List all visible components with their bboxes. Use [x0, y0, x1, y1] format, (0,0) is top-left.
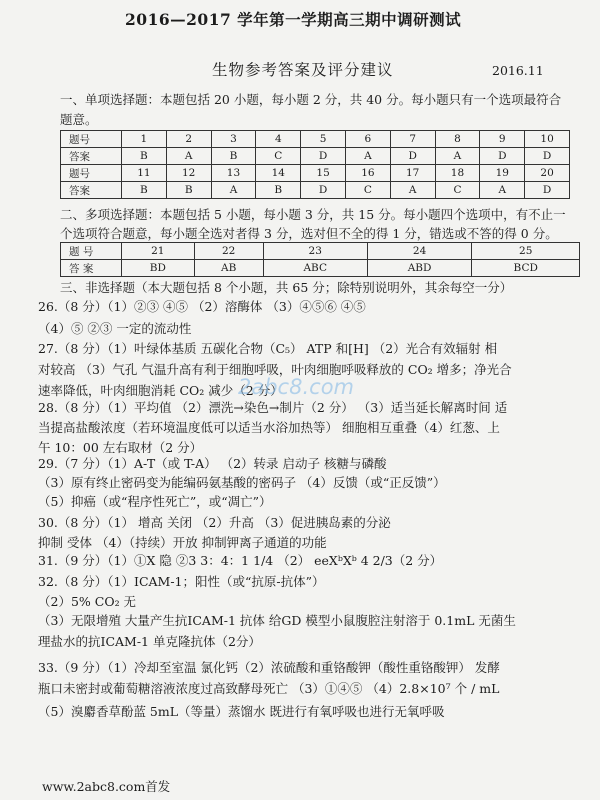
answer-cell: 20: [525, 165, 570, 182]
answer-cell: 18: [435, 165, 480, 182]
answer-cell: B: [122, 148, 167, 165]
answer-cell: 10: [525, 131, 570, 148]
answer-cell: 16: [345, 165, 390, 182]
row-header-cell: 题号: [61, 131, 122, 148]
answer-line: （5）抑癌（或“程序性死亡”，或“凋亡”）: [38, 494, 272, 509]
section1-instruction-line1: 一、单项选择题：本题包括 20 小题，每小题 2 分，共 40 分。每小题只有一个选项最符合: [60, 92, 562, 107]
answer-cell: 23: [263, 243, 367, 260]
page-date: 2016.11: [492, 63, 544, 78]
section2-instruction-line2: 个选项符合题意，每小题全选对者得 3 分，选对但不全的得 1 分，错选或不答的得 0 分。: [60, 226, 558, 241]
answer-line: 30.（8 分）（1） 增高 关闭 （2）升高 （3）促进胰岛素的分泌: [38, 515, 391, 530]
answer-cell: 8: [435, 131, 480, 148]
answer-cell: 5: [301, 131, 346, 148]
answer-cell: D: [480, 148, 525, 165]
answer-cell: D: [301, 148, 346, 165]
answer-cell: 13: [211, 165, 256, 182]
answer-cell: 12: [166, 165, 211, 182]
answer-line: 抑制 受体 （4）（持续）开放 抑制钾离子通道的功能: [38, 535, 327, 550]
answer-line: 三、非选择题（本大题包括 8 个小题，共 65 分；除特别说明外，其余每空一分）: [60, 280, 513, 295]
answer-line: （5）溴麝香草酚蓝 5mL（等量）蒸馏水 既进行有氧呼吸也进行无氧呼吸: [38, 704, 445, 719]
answer-cell: AB: [194, 260, 263, 277]
answer-cell: 6: [345, 131, 390, 148]
answer-cell: A: [166, 148, 211, 165]
answer-line: 29.（7 分）（1）A-T（或 T-A） （2）转录 启动子 核糖与磷酸: [38, 456, 387, 471]
answer-cell: A: [435, 148, 480, 165]
watermark-logo: 2abc8.com: [238, 375, 354, 399]
answer-line: 28.（8 分）（1）平均值 （2）漂洗→染色→制片（2 分） （3）适当延长解离时间 适: [38, 400, 508, 415]
answer-cell: 1: [122, 131, 167, 148]
answer-cell: 21: [122, 243, 195, 260]
row-header-cell: 题 号: [61, 243, 122, 260]
answer-line: 理盐水的抗ICAM-1 单克隆抗体（2分）: [38, 634, 261, 649]
answer-cell: A: [390, 182, 435, 199]
answer-line: 午 10：00 左右取材（2 分）: [38, 440, 203, 455]
answer-cell: D: [301, 182, 346, 199]
answer-cell: 4: [256, 131, 301, 148]
row-header-cell: 答案: [61, 148, 122, 165]
answer-line: （4）⑤ ②③ 一定的流动性: [38, 321, 192, 336]
multiple-choice-answer-table: [60, 242, 580, 277]
answer-cell: 14: [256, 165, 301, 182]
single-choice-answer-table: [60, 130, 570, 199]
row-header-cell: 答 案: [61, 260, 122, 277]
row-header-cell: 题号: [61, 165, 122, 182]
answer-cell: B: [122, 182, 167, 199]
answer-cell: B: [256, 182, 301, 199]
answer-cell: 24: [367, 243, 472, 260]
answer-cell: 2: [166, 131, 211, 148]
answer-line: 对较高 （3）气孔 气温升高有利于细胞呼吸，叶肉细胞呼吸释放的 CO₂ 增多；净光合: [38, 362, 512, 377]
table-row: [61, 260, 580, 277]
answer-line: （3）原有终止密码变为能编码氨基酸的密码子 （4）反馈（或“正反馈”）: [38, 475, 446, 490]
footer-source: www.2abc8.com首发: [42, 779, 171, 794]
answer-cell: 9: [480, 131, 525, 148]
table-row: [61, 182, 570, 199]
page-title: 2016—2017 学年第一学期高三期中调研测试: [125, 10, 462, 29]
table-row: [61, 243, 580, 260]
answer-cell: ABC: [263, 260, 367, 277]
answer-cell: 11: [122, 165, 167, 182]
answer-line: 31.（9 分）（1）①X 隐 ②3 3：4：1 1/4 （2） eeXᵇXᵇ 4 2/3（2 分）: [38, 553, 443, 568]
answer-cell: BCD: [472, 260, 580, 277]
answer-line: 当提高盐酸浓度（若环境温度低可以适当水浴加热等） 细胞相互重叠（4）红葱、上: [38, 420, 500, 435]
answer-cell: 22: [194, 243, 263, 260]
answer-cell: A: [211, 182, 256, 199]
answer-line: 26.（8 分）（1）②③ ④⑤ （2）溶酶体 （3）④⑤⑥ ④⑤: [38, 299, 366, 314]
answer-cell: BD: [122, 260, 195, 277]
answer-cell: C: [256, 148, 301, 165]
answer-cell: 15: [301, 165, 346, 182]
answer-cell: 3: [211, 131, 256, 148]
answer-cell: 17: [390, 165, 435, 182]
answer-cell: B: [166, 182, 211, 199]
table-row: [61, 148, 570, 165]
answer-cell: D: [525, 148, 570, 165]
row-header-cell: 答案: [61, 182, 122, 199]
answer-cell: A: [345, 148, 390, 165]
answer-cell: 7: [390, 131, 435, 148]
answer-line: 27.（8 分）（1）叶绿体基质 五碳化合物（C₅） ATP 和[H] （2）光合有效辐射 相: [38, 341, 498, 356]
table-row: [61, 131, 570, 148]
page-subtitle: 生物参考答案及评分建议: [212, 61, 394, 79]
answer-cell: 19: [480, 165, 525, 182]
table-row: [61, 165, 570, 182]
answer-cell: 25: [472, 243, 580, 260]
section2-instruction-line1: 二、多项选择题：本题包括 5 小题，每小题 3 分，共 15 分。每小题四个选项中，有不止一: [60, 207, 566, 222]
answer-line: 速率降低，叶肉细胞消耗 CO₂ 减少（2 分）: [38, 383, 283, 398]
answer-cell: D: [390, 148, 435, 165]
answer-line: 33.（9 分）（1）冷却至室温 氯化钙（2）浓硫酸和重铬酸钾（酸性重铬酸钾） 发酵: [38, 660, 500, 675]
answer-line: 瓶口未密封或葡萄糖溶液浓度过高致酵母死亡 （3）①④⑤ （4）2.8×10⁷ 个 / mL: [38, 681, 500, 696]
answer-cell: C: [435, 182, 480, 199]
answer-line: 32.（8 分）（1）ICAM-1；阳性（或“抗原-抗体”）: [38, 574, 325, 589]
answer-cell: C: [345, 182, 390, 199]
section1-instruction-line2: 题意。: [60, 112, 98, 127]
answer-line: （3）无限增殖 大量产生抗ICAM-1 抗体 给GD 模型小鼠腹腔注射溶于 0.1mL 无菌生: [38, 613, 516, 628]
answer-cell: B: [211, 148, 256, 165]
answer-line: （2）5% CO₂ 无: [38, 594, 137, 609]
answer-cell: ABD: [367, 260, 472, 277]
answer-cell: D: [525, 182, 570, 199]
answer-cell: A: [480, 182, 525, 199]
